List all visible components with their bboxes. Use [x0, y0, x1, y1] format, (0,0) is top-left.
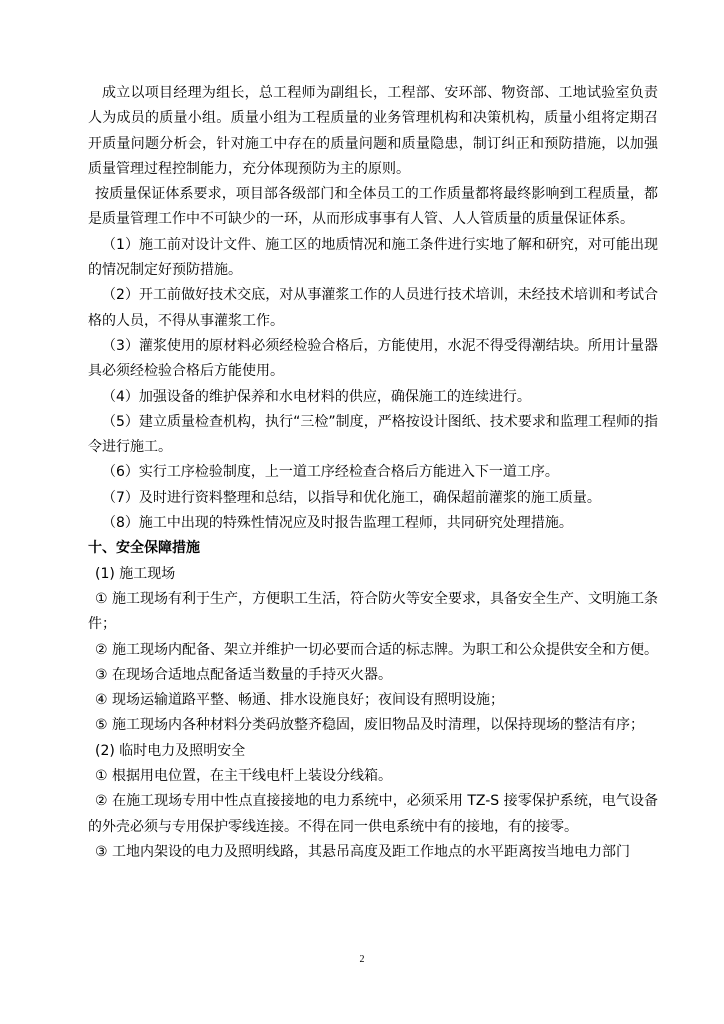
list-item: （4）加强设备的维护保养和水电材料的供应，确保施工的连续进行。: [102, 388, 531, 405]
list-item: ① 施工现场有利于生产，方便职工生活，符合防火等安全要求，具备安全生产、文明施工条件；: [88, 590, 658, 633]
list-item: ④ 现场运输道路平整、畅通、排水设施良好；夜间设有照明设施；: [95, 692, 504, 709]
list-item: ③ 工地内架设的电力及照明线路，其悬吊高度及距工作地点的水平距离按当地电力部门: [95, 843, 630, 860]
list-item: （7）及时进行资料整理和总结，以指导和优化施工，确保超前灌浆的施工质量。: [102, 489, 601, 506]
list-item: ② 在施工现场专用中性点直接接地的电力系统中，必须采用 TZ-S 接零保护系统，电气设备的外壳必须与专用保护零线连接。不得在同一供电系统中有的接地，有的接零。: [88, 793, 658, 835]
list-item: （5）建立质量检查机构，执行“三检”制度，严格按设计图纸、技术要求和监理工程师的指令进行施工。: [88, 413, 658, 456]
section-heading-safety: 十、安全保障措施: [88, 540, 200, 557]
list-item: ② 施工现场内配备、架立并维护一切必要而合适的标志牌。为职工和公众提供安全和方便。: [95, 641, 658, 658]
list-item: ① 根据用电位置，在主干线电杆上装设分线箱。: [95, 768, 392, 785]
list-item: ③ 在现场合适地点配备适当数量的手持灭火器。: [95, 666, 392, 683]
subsection-heading-electrical: (2) 临时电力及照明安全: [95, 742, 246, 759]
list-item: （6）实行工序检验制度，上一道工序经检查合格后方能进入下一道工序。: [102, 464, 559, 481]
document-body: [88, 81, 658, 865]
page-number: 2: [359, 954, 365, 965]
paragraph-quality-system: 按质量保证体系要求，项目部各级部门和全体员工的工作质量都将最终影响到工程质量，都是质量管理工作中不可缺少的一环，从而形成事事有人管、人人管质量的质量保证体系。: [88, 186, 658, 228]
list-item: （1）施工前对设计文件、施工区的地质情况和施工条件进行实地了解和研究，对可能出现的情况制定好预防措施。: [88, 236, 658, 279]
list-item: （8）施工中出现的特殊性情况应及时报告监理工程师，共同研究处理措施。: [102, 515, 573, 532]
list-item: （3）灌浆使用的原材料必须经检验合格后，方能使用，水泥不得受得潮结块。所用计量器具必须经检验合格后方能使用。: [88, 337, 658, 380]
list-item: ⑤ 施工现场内各种材料分类码放整齐稳固，废旧物品及时清理，以保持现场的整洁有序；: [95, 717, 644, 734]
paragraph-quality-group: 成立以项目经理为组长，总工程师为副组长，工程部、安环部、物资部、工地试验室负责人为成员的质量小组。质量小组为工程质量的业务管理机构和决策机构，质量小组将定期召开质量问题分析会，针对施工中存在的质量问题和质量隐患，制订纠正和预防措施，以加强质量管理过程控制能力，充分体现预防为主的原则。: [88, 85, 658, 177]
subsection-heading-site: (1) 施工现场: [95, 565, 176, 582]
list-item: （2）开工前做好技术交底，对从事灌浆工作的人员进行技术培训，未经技术培训和考试合格的人员，不得从事灌浆工作。: [88, 287, 658, 329]
